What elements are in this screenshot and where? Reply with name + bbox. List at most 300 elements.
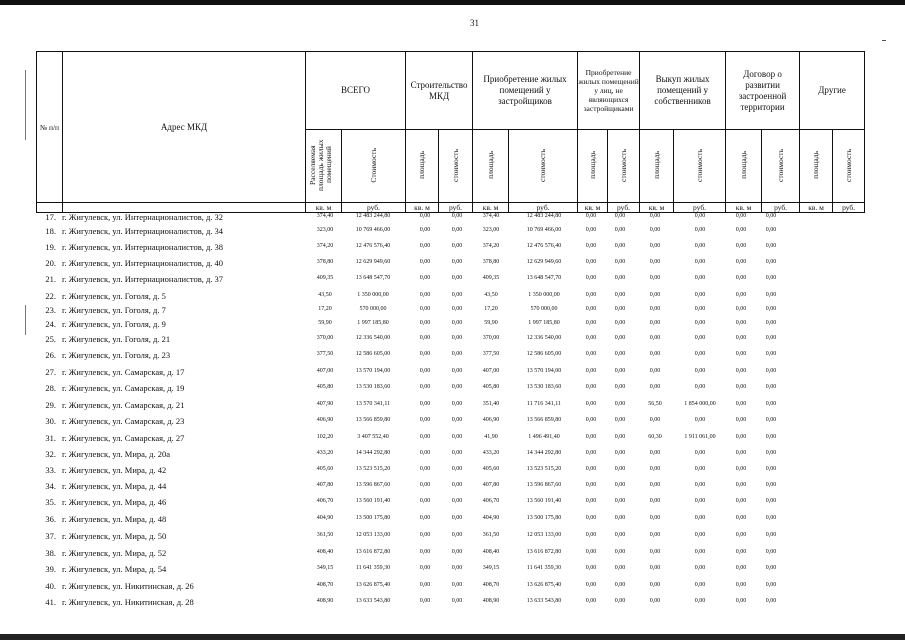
unit-area: кв. м bbox=[800, 203, 833, 213]
cell-c1: 0,00 bbox=[419, 306, 431, 312]
sub-cost: стоимость bbox=[833, 130, 865, 203]
cell-area: 349,15 bbox=[316, 565, 334, 571]
row-number: 26. bbox=[45, 350, 56, 360]
cell-area: 378,80 bbox=[316, 259, 334, 265]
cell-b2: 0,00 bbox=[694, 515, 706, 521]
cell-b2: 0,00 bbox=[694, 320, 706, 326]
unit-rub: руб. bbox=[762, 203, 800, 213]
cell-p2: 14 344 292,80 bbox=[526, 450, 562, 456]
cell-cost: 13 560 191,40 bbox=[355, 498, 391, 504]
cell-p2: 13 560 191,40 bbox=[526, 498, 562, 504]
unit-rub: руб. bbox=[833, 203, 865, 213]
cell-p1: 349,15 bbox=[482, 565, 500, 571]
cell-b2: 0,00 bbox=[694, 275, 706, 281]
cell-c2: 0,00 bbox=[451, 213, 463, 219]
cell-n2: 0,00 bbox=[614, 335, 626, 341]
cell-p1: 404,90 bbox=[482, 515, 500, 521]
cell-c2: 0,00 bbox=[451, 292, 463, 298]
header-construction: Строительство МКД bbox=[406, 52, 473, 130]
cell-c2: 0,00 bbox=[451, 243, 463, 249]
cell-c2: 0,00 bbox=[451, 466, 463, 472]
row-address: г. Жигулевск, ул. Гоголя, д. 5 bbox=[62, 291, 166, 301]
unit-rub: руб. bbox=[342, 203, 406, 213]
table-row bbox=[0, 497, 905, 511]
cell-cost: 13 596 867,60 bbox=[355, 482, 391, 488]
row-number: 30. bbox=[45, 416, 56, 426]
cell-d1: 0,00 bbox=[735, 335, 747, 341]
cell-p1: 17,20 bbox=[484, 306, 498, 312]
row-address: г. Жигулевск, ул. Самарская, д. 21 bbox=[62, 400, 185, 410]
unit-area: кв. м bbox=[578, 203, 608, 213]
row-number: 25. bbox=[45, 334, 56, 344]
cell-p2: 1 350 000,00 bbox=[528, 292, 560, 298]
row-address: г. Жигулевск, ул. Мира, д. 48 bbox=[62, 514, 167, 524]
cell-d2: 0,00 bbox=[765, 582, 777, 588]
cell-area: 408,90 bbox=[316, 598, 334, 604]
cell-d1: 0,00 bbox=[735, 227, 747, 233]
row-address: г. Жигулевск, ул. Самарская, д. 17 bbox=[62, 367, 185, 377]
unit-rub: руб. bbox=[439, 203, 473, 213]
cell-n2: 0,00 bbox=[614, 259, 626, 265]
cell-p1: 408,70 bbox=[482, 582, 500, 588]
cell-d2: 0,00 bbox=[765, 384, 777, 390]
cell-d2: 0,00 bbox=[765, 466, 777, 472]
cell-c2: 0,00 bbox=[451, 401, 463, 407]
cell-c2: 0,00 bbox=[451, 227, 463, 233]
cell-c1: 0,00 bbox=[419, 384, 431, 390]
cell-p1: 378,80 bbox=[482, 259, 500, 265]
cell-cost: 13 570 341,11 bbox=[355, 401, 391, 407]
cell-p1: 351,40 bbox=[482, 401, 500, 407]
cell-p2: 13 500 175,80 bbox=[526, 515, 562, 521]
cell-p2: 12 053 133,00 bbox=[526, 532, 562, 538]
row-address: г. Жигулевск, ул. Мира, д. 54 bbox=[62, 564, 167, 574]
row-number: 32. bbox=[45, 449, 56, 459]
cell-c1: 0,00 bbox=[419, 213, 431, 219]
cell-n2: 0,00 bbox=[614, 532, 626, 538]
cell-b1: 56,50 bbox=[648, 401, 662, 407]
cell-d1: 0,00 bbox=[735, 582, 747, 588]
cell-b1: 60,30 bbox=[648, 434, 662, 440]
cell-d2: 0,00 bbox=[765, 227, 777, 233]
cell-p2: 10 769 466,00 bbox=[526, 227, 562, 233]
cell-area: 405,80 bbox=[316, 384, 334, 390]
cell-c1: 0,00 bbox=[419, 498, 431, 504]
cell-d2: 0,00 bbox=[765, 482, 777, 488]
cell-b1: 0,00 bbox=[649, 335, 661, 341]
cell-d1: 0,00 bbox=[735, 532, 747, 538]
row-number: 18. bbox=[45, 226, 56, 236]
cell-b1: 0,00 bbox=[649, 368, 661, 374]
cell-cost: 1 350 000,00 bbox=[357, 292, 389, 298]
unit-rub: руб. bbox=[608, 203, 640, 213]
cell-p2: 13 566 859,80 bbox=[526, 417, 562, 423]
cell-d2: 0,00 bbox=[765, 401, 777, 407]
table-header bbox=[36, 51, 865, 213]
cell-p1: 59,90 bbox=[484, 320, 498, 326]
cell-b1: 0,00 bbox=[649, 259, 661, 265]
row-number: 21. bbox=[45, 274, 56, 284]
unit-area: кв. м bbox=[406, 203, 439, 213]
cell-area: 404,90 bbox=[316, 515, 334, 521]
cell-n2: 0,00 bbox=[614, 515, 626, 521]
cell-b2: 0,00 bbox=[694, 582, 706, 588]
cell-n2: 0,00 bbox=[614, 213, 626, 219]
cell-b2: 0,00 bbox=[694, 565, 706, 571]
cell-b2: 0,00 bbox=[694, 466, 706, 472]
cell-d1: 0,00 bbox=[735, 401, 747, 407]
cell-c1: 0,00 bbox=[419, 515, 431, 521]
cell-area: 405,60 bbox=[316, 466, 334, 472]
cell-n2: 0,00 bbox=[614, 450, 626, 456]
cell-n1: 0,00 bbox=[585, 320, 597, 326]
top-border bbox=[0, 0, 905, 5]
row-number: 35. bbox=[45, 497, 56, 507]
header-buyout: Выкуп жилых помещений у собственников bbox=[640, 52, 726, 130]
cell-b1: 0,00 bbox=[649, 213, 661, 219]
cell-cost: 13 626 875,40 bbox=[355, 582, 391, 588]
cell-d2: 0,00 bbox=[765, 275, 777, 281]
sub-cost: стоимость bbox=[509, 130, 578, 203]
cell-b1: 0,00 bbox=[649, 320, 661, 326]
cell-n1: 0,00 bbox=[585, 532, 597, 538]
unit-rub: руб. bbox=[509, 203, 578, 213]
row-address: г. Жигулевск, ул. Интернационалистов, д. 37 bbox=[62, 274, 224, 284]
cell-p2: 13 616 872,80 bbox=[526, 549, 562, 555]
row-address: г. Жигулевск, ул. Интернационалистов, д. 34 bbox=[62, 226, 224, 236]
cell-n1: 0,00 bbox=[585, 417, 597, 423]
cell-n2: 0,00 bbox=[614, 368, 626, 374]
scan-mark bbox=[25, 70, 26, 140]
table-row bbox=[0, 212, 905, 226]
table-row bbox=[0, 449, 905, 463]
row-address: г. Жигулевск, ул. Гоголя, д. 23 bbox=[62, 350, 171, 360]
cell-p1: 405,80 bbox=[482, 384, 500, 390]
cell-c2: 0,00 bbox=[451, 598, 463, 604]
cell-area: 374,20 bbox=[316, 243, 334, 249]
cell-d1: 0,00 bbox=[735, 384, 747, 390]
header-purchase-non-developers: Приобретение жилых помещений у лиц, не являющихся застройщиками bbox=[578, 52, 640, 130]
row-address: г. Жигулевск, ул. Никитинская, д. 26 bbox=[62, 581, 194, 591]
cell-p2: 13 648 547,70 bbox=[526, 275, 562, 281]
cell-area: 374,40 bbox=[316, 213, 334, 219]
cell-d2: 0,00 bbox=[765, 259, 777, 265]
cell-d2: 0,00 bbox=[765, 532, 777, 538]
cell-b2: 0,00 bbox=[694, 532, 706, 538]
cell-d1: 0,00 bbox=[735, 417, 747, 423]
cell-n1: 0,00 bbox=[585, 515, 597, 521]
row-number: 37. bbox=[45, 531, 56, 541]
cell-c1: 0,00 bbox=[419, 243, 431, 249]
cell-d2: 0,00 bbox=[765, 306, 777, 312]
cell-d1: 0,00 bbox=[735, 549, 747, 555]
cell-p1: 377,50 bbox=[482, 351, 500, 357]
cell-b1: 0,00 bbox=[649, 292, 661, 298]
cell-d2: 0,00 bbox=[765, 515, 777, 521]
cell-n2: 0,00 bbox=[614, 417, 626, 423]
cell-b1: 0,00 bbox=[649, 227, 661, 233]
row-number: 28. bbox=[45, 383, 56, 393]
cell-cost: 13 570 194,00 bbox=[355, 368, 391, 374]
cell-c1: 0,00 bbox=[419, 532, 431, 538]
cell-b2: 0,00 bbox=[694, 227, 706, 233]
cell-d1: 0,00 bbox=[735, 565, 747, 571]
cell-cost: 12 336 540,00 bbox=[355, 335, 391, 341]
header-num: № п/п bbox=[37, 52, 63, 203]
header-development-contract: Договор о развитии застроенной территории bbox=[726, 52, 800, 130]
cell-cost: 13 530 183,60 bbox=[355, 384, 391, 390]
sub-area: площадь bbox=[640, 130, 674, 203]
cell-area: 323,00 bbox=[316, 227, 334, 233]
cell-b1: 0,00 bbox=[649, 243, 661, 249]
cell-d2: 0,00 bbox=[765, 368, 777, 374]
row-address: г. Жигулевск, ул. Мира, д. 20а bbox=[62, 449, 171, 459]
cell-b1: 0,00 bbox=[649, 466, 661, 472]
row-address: г. Жигулевск, ул. Самарская, д. 23 bbox=[62, 416, 185, 426]
cell-cost: 13 616 872,80 bbox=[355, 549, 391, 555]
cell-n1: 0,00 bbox=[585, 227, 597, 233]
cell-d1: 0,00 bbox=[735, 306, 747, 312]
cell-p1: 405,60 bbox=[482, 466, 500, 472]
cell-cost: 12 629 949,60 bbox=[355, 259, 391, 265]
cell-d2: 0,00 bbox=[765, 292, 777, 298]
table-row bbox=[0, 581, 905, 595]
row-number: 31. bbox=[45, 433, 56, 443]
cell-b2: 0,00 bbox=[694, 368, 706, 374]
cell-b2: 1 911 061,00 bbox=[684, 434, 716, 440]
cell-n1: 0,00 bbox=[585, 482, 597, 488]
row-number: 41. bbox=[45, 597, 56, 607]
cell-n2: 0,00 bbox=[614, 292, 626, 298]
row-number: 19. bbox=[45, 242, 56, 252]
row-address: г. Жигулевск, ул. Интернационалистов, д. 32 bbox=[62, 212, 224, 222]
cell-c1: 0,00 bbox=[419, 401, 431, 407]
cell-d1: 0,00 bbox=[735, 320, 747, 326]
cell-b1: 0,00 bbox=[649, 482, 661, 488]
cell-b1: 0,00 bbox=[649, 515, 661, 521]
cell-cost: 14 344 292,80 bbox=[355, 450, 391, 456]
bottom-border bbox=[0, 634, 905, 640]
cell-n1: 0,00 bbox=[585, 434, 597, 440]
cell-p1: 370,00 bbox=[482, 335, 500, 341]
row-number: 23. bbox=[45, 305, 56, 315]
row-address: г. Жигулевск, ул. Самарская, д. 19 bbox=[62, 383, 185, 393]
sub-area: площадь bbox=[473, 130, 509, 203]
row-number: 27. bbox=[45, 367, 56, 377]
table-row bbox=[0, 274, 905, 288]
cell-n1: 0,00 bbox=[585, 549, 597, 555]
cell-b2: 0,00 bbox=[694, 384, 706, 390]
cell-p1: 323,00 bbox=[482, 227, 500, 233]
cell-b2: 0,00 bbox=[694, 351, 706, 357]
cell-n2: 0,00 bbox=[614, 582, 626, 588]
row-number: 40. bbox=[45, 581, 56, 591]
cell-d2: 0,00 bbox=[765, 320, 777, 326]
cell-c1: 0,00 bbox=[419, 565, 431, 571]
cell-area: 377,50 bbox=[316, 351, 334, 357]
cell-c1: 0,00 bbox=[419, 292, 431, 298]
cell-c2: 0,00 bbox=[451, 259, 463, 265]
cell-b2: 0,00 bbox=[694, 450, 706, 456]
table-row bbox=[0, 367, 905, 381]
cell-d2: 0,00 bbox=[765, 598, 777, 604]
unit-cell bbox=[37, 203, 63, 213]
row-number: 17. bbox=[45, 212, 56, 222]
cell-b1: 0,00 bbox=[649, 351, 661, 357]
table-row bbox=[0, 226, 905, 240]
cell-n1: 0,00 bbox=[585, 466, 597, 472]
cell-c1: 0,00 bbox=[419, 482, 431, 488]
cell-d2: 0,00 bbox=[765, 498, 777, 504]
cell-p1: 43,50 bbox=[484, 292, 498, 298]
table-row bbox=[0, 481, 905, 495]
sub-cost: стоимость bbox=[674, 130, 726, 203]
cell-area: 406,90 bbox=[316, 417, 334, 423]
sub-area: площадь bbox=[578, 130, 608, 203]
cell-cost: 10 769 466,00 bbox=[355, 227, 391, 233]
cell-cost: 570 000,00 bbox=[359, 306, 387, 312]
cell-c2: 0,00 bbox=[451, 549, 463, 555]
cell-n2: 0,00 bbox=[614, 598, 626, 604]
cell-n1: 0,00 bbox=[585, 213, 597, 219]
table-row bbox=[0, 597, 905, 611]
cell-p2: 12 483 244,80 bbox=[526, 213, 562, 219]
unit-area: кв. м bbox=[640, 203, 674, 213]
cell-c1: 0,00 bbox=[419, 320, 431, 326]
row-address: г. Жигулевск, ул. Мира, д. 52 bbox=[62, 548, 167, 558]
cell-area: 17,20 bbox=[318, 306, 332, 312]
table-row bbox=[0, 531, 905, 545]
table-row bbox=[0, 305, 905, 319]
cell-p1: 406,70 bbox=[482, 498, 500, 504]
cell-n2: 0,00 bbox=[614, 549, 626, 555]
cell-p2: 11 716 341,11 bbox=[526, 401, 562, 407]
cell-n2: 0,00 bbox=[614, 384, 626, 390]
cell-c1: 0,00 bbox=[419, 335, 431, 341]
row-address: г. Жигулевск, ул. Гоголя, д. 9 bbox=[62, 319, 166, 329]
cell-b1: 0,00 bbox=[649, 549, 661, 555]
cell-p2: 13 570 194,00 bbox=[526, 368, 562, 374]
cell-cost: 13 500 175,80 bbox=[355, 515, 391, 521]
cell-n1: 0,00 bbox=[585, 598, 597, 604]
cell-b2: 0,00 bbox=[694, 259, 706, 265]
cell-p1: 361,50 bbox=[482, 532, 500, 538]
cell-b2: 0,00 bbox=[694, 498, 706, 504]
cell-area: 409,35 bbox=[316, 275, 334, 281]
cell-area: 59,90 bbox=[318, 320, 332, 326]
unit-area: кв. м bbox=[473, 203, 509, 213]
unit-area: кв. м bbox=[306, 203, 342, 213]
cell-b1: 0,00 bbox=[649, 565, 661, 571]
cell-n2: 0,00 bbox=[614, 498, 626, 504]
cell-b2: 0,00 bbox=[694, 598, 706, 604]
row-address: г. Жигулевск, ул. Мира, д. 44 bbox=[62, 481, 167, 491]
cell-n1: 0,00 bbox=[585, 450, 597, 456]
sub-cost: стоимость bbox=[608, 130, 640, 203]
cell-p2: 1 496 491,40 bbox=[528, 434, 560, 440]
sub-area: площадь bbox=[406, 130, 439, 203]
cell-b1: 0,00 bbox=[649, 306, 661, 312]
cell-c2: 0,00 bbox=[451, 450, 463, 456]
cell-c1: 0,00 bbox=[419, 549, 431, 555]
cell-area: 433,20 bbox=[316, 450, 334, 456]
cell-b2: 0,00 bbox=[694, 335, 706, 341]
cell-cost: 11 641 359,30 bbox=[355, 565, 391, 571]
cell-c1: 0,00 bbox=[419, 434, 431, 440]
cell-n2: 0,00 bbox=[614, 565, 626, 571]
cell-p1: 374,40 bbox=[482, 213, 500, 219]
cell-p2: 1 997 185,80 bbox=[528, 320, 560, 326]
cell-p1: 433,20 bbox=[482, 450, 500, 456]
cell-p2: 11 641 359,30 bbox=[526, 565, 562, 571]
cell-d1: 0,00 bbox=[735, 243, 747, 249]
cell-d1: 0,00 bbox=[735, 434, 747, 440]
cell-area: 407,90 bbox=[316, 401, 334, 407]
row-address: г. Жигулевск, ул. Никитинская, д. 28 bbox=[62, 597, 194, 607]
cell-area: 43,50 bbox=[318, 292, 332, 298]
row-number: 22. bbox=[45, 291, 56, 301]
cell-b2: 0,00 bbox=[694, 482, 706, 488]
table-row bbox=[0, 564, 905, 578]
cell-cost: 13 633 543,80 bbox=[355, 598, 391, 604]
cell-b1: 0,00 bbox=[649, 384, 661, 390]
cell-d2: 0,00 bbox=[765, 434, 777, 440]
sub-area: площадь bbox=[726, 130, 762, 203]
row-address: г. Жигулевск, ул. Самарская, д. 27 bbox=[62, 433, 185, 443]
cell-n1: 0,00 bbox=[585, 498, 597, 504]
cell-p2: 12 629 949,60 bbox=[526, 259, 562, 265]
cell-b2: 1 854 000,00 bbox=[684, 401, 716, 407]
cell-p2: 12 586 605,00 bbox=[526, 351, 562, 357]
cell-c1: 0,00 bbox=[419, 417, 431, 423]
row-number: 29. bbox=[45, 400, 56, 410]
row-number: 38. bbox=[45, 548, 56, 558]
cell-p2: 13 626 875,40 bbox=[526, 582, 562, 588]
table-row bbox=[0, 334, 905, 348]
cell-p2: 13 596 867,60 bbox=[526, 482, 562, 488]
cell-d2: 0,00 bbox=[765, 335, 777, 341]
sub-cost: Стоимость bbox=[342, 130, 406, 203]
cell-c2: 0,00 bbox=[451, 384, 463, 390]
table-row bbox=[0, 548, 905, 562]
table-row bbox=[0, 433, 905, 447]
cell-b2: 0,00 bbox=[694, 243, 706, 249]
cell-n2: 0,00 bbox=[614, 351, 626, 357]
cell-p2: 570 000,00 bbox=[530, 306, 558, 312]
table-row bbox=[0, 242, 905, 256]
header-address: Адрес МКД bbox=[63, 52, 306, 203]
sub-cost: стоимость bbox=[439, 130, 473, 203]
cell-n2: 0,00 bbox=[614, 306, 626, 312]
cell-d2: 0,00 bbox=[765, 549, 777, 555]
cell-cost: 12 053 133,00 bbox=[355, 532, 391, 538]
cell-p1: 409,35 bbox=[482, 275, 500, 281]
cell-cost: 12 483 244,80 bbox=[355, 213, 391, 219]
cell-d2: 0,00 bbox=[765, 243, 777, 249]
sub-resettled-area: Расселяемая площадь жилых помещений bbox=[306, 130, 342, 203]
table-row bbox=[0, 350, 905, 364]
row-number: 33. bbox=[45, 465, 56, 475]
cell-d1: 0,00 bbox=[735, 275, 747, 281]
cell-n1: 0,00 bbox=[585, 565, 597, 571]
table-row bbox=[0, 514, 905, 528]
cell-p2: 13 633 543,80 bbox=[526, 598, 562, 604]
cell-c2: 0,00 bbox=[451, 565, 463, 571]
sub-cost: стоимость bbox=[762, 130, 800, 203]
table-row bbox=[0, 383, 905, 397]
cell-c2: 0,00 bbox=[451, 498, 463, 504]
cell-b2: 0,00 bbox=[694, 417, 706, 423]
